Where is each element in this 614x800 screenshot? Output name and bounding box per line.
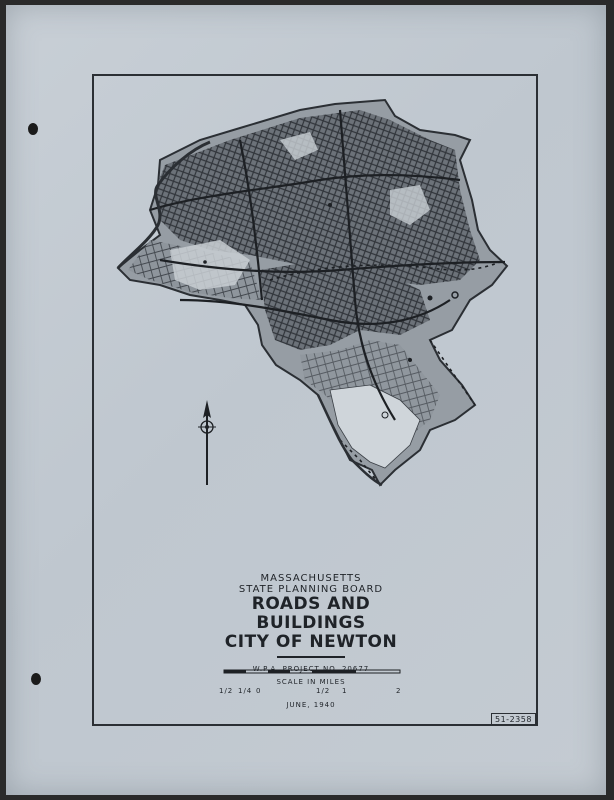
map-date: JUNE, 1940 bbox=[286, 701, 336, 709]
agency-line-2: STATE PLANNING BOARD bbox=[238, 584, 384, 595]
scale-tick: 1/2 bbox=[219, 687, 234, 695]
scale-tick: 2 bbox=[396, 687, 402, 695]
scale-ticks bbox=[200, 687, 422, 696]
scale-tick: 1 bbox=[342, 687, 348, 695]
map-title-line-2: CITY OF NEWTON bbox=[224, 632, 398, 652]
scale-label: SCALE IN MILES bbox=[276, 678, 346, 686]
project-number: W.P.A. PROJECT NO. 20677 bbox=[252, 665, 370, 673]
scale-tick: 0 bbox=[256, 687, 262, 695]
scale-tick: 1/4 bbox=[238, 687, 253, 695]
map-title-block bbox=[200, 573, 422, 710]
map-title-line-1: ROADS AND BUILDINGS bbox=[251, 594, 371, 633]
sheet-number: 51-2358 bbox=[491, 713, 536, 726]
agency-line-1: MASSACHUSETTS bbox=[260, 573, 362, 584]
title-rule bbox=[277, 656, 345, 658]
north-arrow-icon bbox=[198, 400, 216, 485]
scale-tick: 1/2 bbox=[316, 687, 331, 695]
